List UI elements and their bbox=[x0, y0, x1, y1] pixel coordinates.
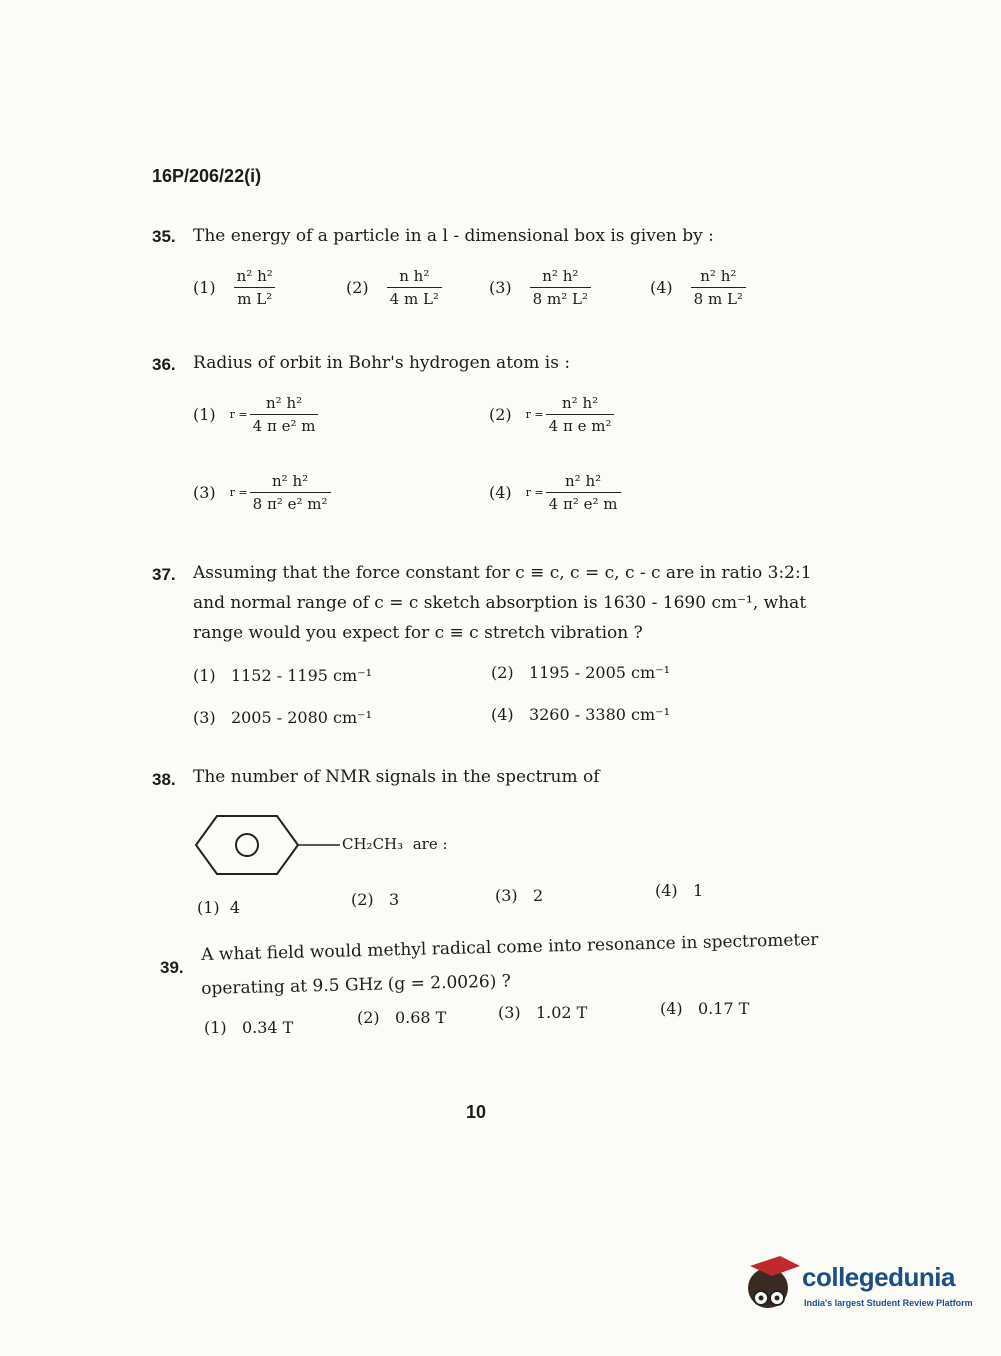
option-value: 1.02 T bbox=[535, 1003, 588, 1022]
q38-option-4 bbox=[655, 881, 703, 900]
option-value: 0.17 T bbox=[697, 999, 750, 1018]
option-label: (4) bbox=[489, 483, 512, 502]
q35-option-3 bbox=[489, 267, 591, 308]
q37-option-1 bbox=[193, 666, 372, 685]
q36-option-3 bbox=[193, 472, 331, 513]
question-36-text: Radius of orbit in Bohr's hydrogen atom is : bbox=[193, 353, 571, 373]
option-label: (2) bbox=[357, 1008, 380, 1027]
q37-option-2 bbox=[491, 663, 670, 682]
denominator: 4 π e² m bbox=[250, 414, 319, 435]
q35-option-4 bbox=[650, 267, 746, 308]
q35-option-1 bbox=[193, 267, 276, 308]
option-label: (2) bbox=[491, 663, 514, 682]
numerator: n² h² bbox=[562, 394, 599, 412]
option-label: (3) bbox=[193, 708, 216, 727]
fraction bbox=[250, 472, 331, 513]
denominator: 8 m² L² bbox=[530, 287, 591, 308]
brand-tagline: India's largest Student Review Platform bbox=[804, 1298, 973, 1308]
denominator: 4 π² e² m bbox=[546, 492, 621, 513]
q38-option-1 bbox=[197, 898, 240, 917]
option-value: 0.34 T bbox=[241, 1018, 294, 1037]
r-equals: r = bbox=[525, 486, 544, 499]
option-label: (1) bbox=[193, 405, 216, 424]
question-36-number: 36. bbox=[152, 355, 176, 374]
paper-code: 16P/206/22(i) bbox=[152, 166, 262, 186]
r-equals: r = bbox=[229, 486, 248, 499]
option-label: (1) bbox=[204, 1018, 227, 1037]
brand-name: collegedunia bbox=[802, 1262, 955, 1292]
option-value: 1 bbox=[692, 881, 704, 900]
question-38-text: The number of NMR signals in the spectrum of bbox=[193, 767, 600, 787]
question-35-number: 35. bbox=[152, 227, 176, 246]
benzene-ring-structure bbox=[194, 814, 342, 876]
fraction bbox=[530, 267, 591, 308]
page-number: 10 bbox=[466, 1102, 487, 1122]
option-value: 3260 - 3380 cm⁻¹ bbox=[528, 705, 671, 724]
denominator: 8 π² e² m² bbox=[250, 492, 331, 513]
numerator: n² h² bbox=[266, 394, 303, 412]
option-label: (1) bbox=[193, 278, 216, 297]
collegedunia-watermark bbox=[742, 1252, 982, 1322]
option-value: 0.68 T bbox=[394, 1008, 447, 1027]
option-value: 4 bbox=[229, 898, 241, 917]
numerator: n² h² bbox=[565, 472, 602, 490]
r-equals: r = bbox=[229, 408, 248, 421]
fraction bbox=[691, 267, 746, 308]
option-value: 1195 - 2005 cm⁻¹ bbox=[528, 663, 671, 682]
ethyl-substituent bbox=[342, 835, 448, 853]
question-37-line-3: range would you expect for c ≡ c stretch vibration ? bbox=[193, 623, 643, 643]
option-label: (3) bbox=[193, 483, 216, 502]
option-label: (4) bbox=[655, 881, 678, 900]
denominator: 8 m L² bbox=[691, 287, 746, 308]
option-label: (2) bbox=[351, 890, 374, 909]
q38-option-2 bbox=[351, 890, 399, 909]
substituent-tail: are : bbox=[412, 835, 448, 853]
q39-option-4 bbox=[660, 999, 749, 1018]
option-label: (2) bbox=[346, 278, 369, 297]
option-label: (3) bbox=[489, 278, 512, 297]
numerator: n² h² bbox=[700, 267, 737, 285]
question-37-number: 37. bbox=[152, 565, 176, 584]
q37-option-3 bbox=[193, 708, 372, 727]
denominator: m L² bbox=[234, 287, 275, 308]
denominator: 4 m L² bbox=[387, 287, 442, 308]
q38-option-3 bbox=[495, 886, 543, 905]
numerator: n² h² bbox=[272, 472, 309, 490]
option-value: 1152 - 1195 cm⁻¹ bbox=[230, 666, 373, 685]
fraction bbox=[250, 394, 319, 435]
option-label: (4) bbox=[650, 278, 673, 297]
q39-option-2 bbox=[357, 1008, 446, 1027]
question-39-line-2: operating at 9.5 GHz (g = 2.0026) ? bbox=[201, 971, 512, 999]
fraction bbox=[234, 267, 276, 308]
fraction bbox=[546, 394, 615, 435]
question-38-number: 38. bbox=[152, 770, 176, 789]
question-39-line-1: A what field would methyl radical come into resonance in spectrometer bbox=[201, 929, 819, 965]
option-label: (4) bbox=[660, 999, 683, 1018]
fraction bbox=[387, 267, 442, 308]
option-label: (1) bbox=[193, 666, 216, 685]
option-value: 2 bbox=[532, 886, 544, 905]
q36-option-2 bbox=[489, 394, 614, 435]
option-label: (3) bbox=[495, 886, 518, 905]
option-label: (4) bbox=[491, 705, 514, 724]
substituent-formula: CH₂CH₃ bbox=[342, 835, 404, 853]
q36-option-4 bbox=[489, 472, 621, 513]
option-value: 3 bbox=[388, 890, 400, 909]
numerator: n h² bbox=[399, 267, 430, 285]
question-37-line-2: and normal range of c = c sketch absorption is 1630 - 1690 cm⁻¹, what bbox=[193, 593, 807, 613]
numerator: n² h² bbox=[236, 267, 273, 285]
q39-option-1 bbox=[204, 1018, 293, 1037]
hexagon-shape bbox=[196, 816, 298, 874]
question-37-line-1: Assuming that the force constant for c ≡ c, c = c, c - c are in ratio 3:2:1 bbox=[193, 563, 812, 583]
option-label: (1) bbox=[197, 898, 220, 917]
option-label: (3) bbox=[498, 1003, 521, 1022]
option-value: 2005 - 2080 cm⁻¹ bbox=[230, 708, 373, 727]
aromatic-circle bbox=[236, 834, 258, 856]
q35-option-2 bbox=[346, 267, 442, 308]
question-39-number: 39. bbox=[160, 958, 184, 977]
q36-option-1 bbox=[193, 394, 318, 435]
q39-option-3 bbox=[498, 1003, 587, 1022]
option-label: (2) bbox=[489, 405, 512, 424]
q37-option-4 bbox=[491, 705, 670, 724]
numerator: n² h² bbox=[542, 267, 579, 285]
denominator: 4 π e m² bbox=[546, 414, 615, 435]
question-35-text: The energy of a particle in a l - dimensional box is given by : bbox=[193, 226, 714, 246]
mascot-icon bbox=[742, 1252, 802, 1316]
r-equals: r = bbox=[525, 408, 544, 421]
fraction bbox=[546, 472, 621, 513]
